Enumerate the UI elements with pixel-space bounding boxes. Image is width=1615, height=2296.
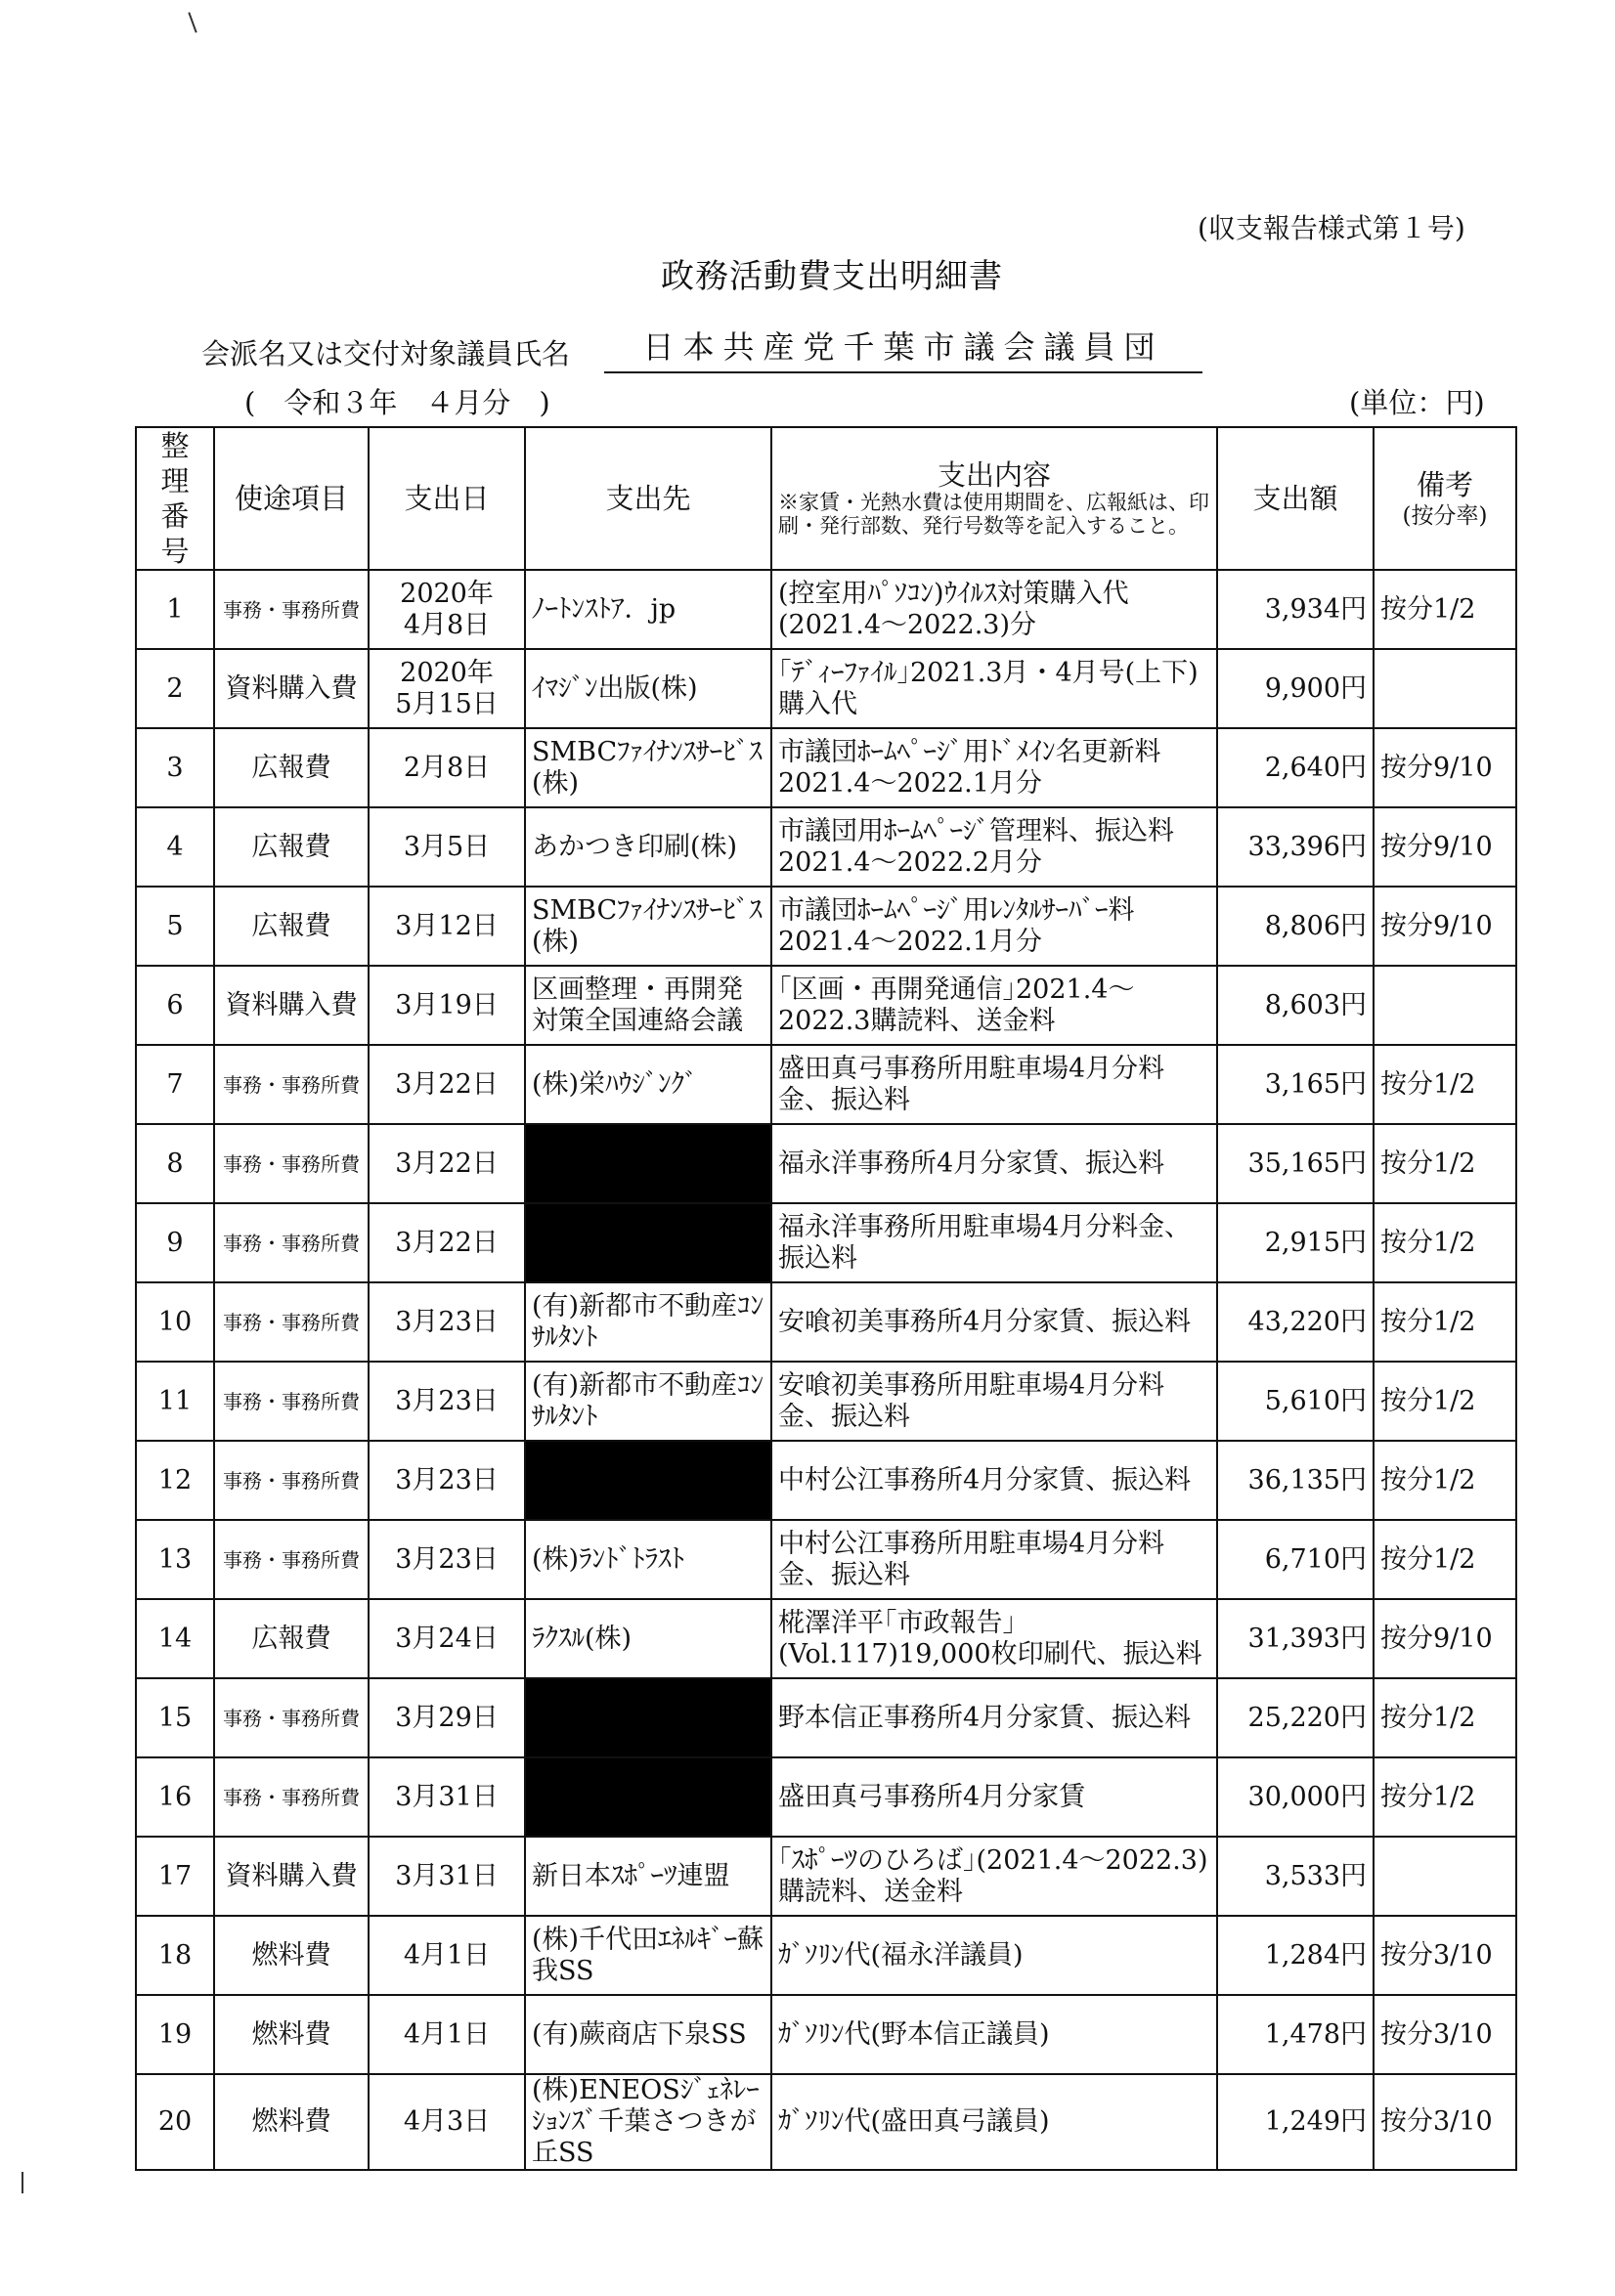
row-payee: ﾉｰﾄﾝｽﾄｱ．jp — [525, 570, 771, 649]
row-payee: (株)ﾗﾝﾄﾞﾄﾗｽﾄ — [525, 1520, 771, 1599]
row-date: 3月29日 — [369, 1678, 525, 1757]
row-number: 20 — [136, 2074, 214, 2170]
row-remarks: 按分3/10 — [1374, 1916, 1516, 1995]
table-row — [136, 1282, 1516, 1362]
row-description: 中村公江事務所用駐車場4月分料金、振込料 — [771, 1520, 1217, 1599]
row-description: 市議団ﾎｰﾑﾍﾟｰｼﾞ用ﾄﾞﾒｲﾝ名更新料2021.4～2022.1月分 — [771, 728, 1217, 807]
table-row — [136, 1124, 1516, 1203]
row-number: 9 — [136, 1203, 214, 1282]
row-description: ｶﾞｿﾘﾝ代(野本信正議員) — [771, 1995, 1217, 2074]
row-number: 14 — [136, 1599, 214, 1678]
row-remarks — [1374, 1837, 1516, 1916]
row-payee: 区画整理・再開発対策全国連絡会議 — [525, 966, 771, 1045]
page-title: 政務活動費支出明細書 — [661, 257, 1003, 296]
redacted-payee — [525, 1124, 771, 1203]
row-amount: 8,806円 — [1217, 887, 1374, 966]
row-description: 野本信正事務所4月分家賃、振込料 — [771, 1678, 1217, 1757]
row-category: 燃料費 — [214, 1995, 369, 2074]
scan-speck — [188, 12, 196, 32]
row-date: 3月23日 — [369, 1282, 525, 1362]
row-payee: SMBCﾌｧｲﾅﾝｽｻｰﾋﾞｽ(株) — [525, 728, 771, 807]
redacted-payee — [525, 1678, 771, 1757]
row-number: 10 — [136, 1282, 214, 1362]
row-number: 1 — [136, 570, 214, 649]
row-payee: (株)千代田ｴﾈﾙｷﾞｰ蘇我SS — [525, 1916, 771, 1995]
column-header-content — [771, 427, 1217, 570]
table-row — [136, 728, 1516, 807]
row-date: 3月5日 — [369, 807, 525, 887]
row-amount: 2,915円 — [1217, 1203, 1374, 1282]
table-row — [136, 1757, 1516, 1837]
row-description: ｢区画・再開発通信｣2021.4～2022.3購読料、送金料 — [771, 966, 1217, 1045]
row-remarks: 按分1/2 — [1374, 1757, 1516, 1837]
table-row — [136, 1045, 1516, 1124]
row-amount: 1,249円 — [1217, 2074, 1374, 2170]
column-header-payee: 支出先 — [525, 427, 771, 570]
row-number: 17 — [136, 1837, 214, 1916]
table-row — [136, 1441, 1516, 1520]
row-number: 4 — [136, 807, 214, 887]
row-category: 資料購入費 — [214, 649, 369, 728]
table-row — [136, 1995, 1516, 2074]
row-amount: 2,640円 — [1217, 728, 1374, 807]
column-header-category: 使途項目 — [214, 427, 369, 570]
row-remarks: 按分3/10 — [1374, 1995, 1516, 2074]
row-category: 事務・事務所費 — [214, 1124, 369, 1203]
redacted-payee — [525, 1203, 771, 1282]
row-remarks: 按分1/2 — [1374, 1441, 1516, 1520]
row-category: 事務・事務所費 — [214, 1520, 369, 1599]
row-description: 福永洋事務所4月分家賃、振込料 — [771, 1124, 1217, 1203]
row-date: 3月23日 — [369, 1441, 525, 1520]
row-number: 7 — [136, 1045, 214, 1124]
row-description: 椛澤洋平｢市政報告｣(Vol.117)19,000枚印刷代、振込料 — [771, 1599, 1217, 1678]
table-row — [136, 966, 1516, 1045]
row-remarks: 按分1/2 — [1374, 1520, 1516, 1599]
row-date: 3月19日 — [369, 966, 525, 1045]
row-amount: 31,393円 — [1217, 1599, 1374, 1678]
column-header-date: 支出日 — [369, 427, 525, 570]
row-description: (控室用ﾊﾟｿｺﾝ)ｳｲﾙｽ対策購入代(2021.4～2022.3)分 — [771, 570, 1217, 649]
row-payee: 新日本ｽﾎﾟｰﾂ連盟 — [525, 1837, 771, 1916]
row-category: 広報費 — [214, 807, 369, 887]
table-row — [136, 807, 1516, 887]
row-category: 事務・事務所費 — [214, 1045, 369, 1124]
unit-label: (単位：円) — [1349, 386, 1485, 419]
row-date: 3月22日 — [369, 1203, 525, 1282]
row-amount: 6,710円 — [1217, 1520, 1374, 1599]
row-payee: (株)栄ﾊｳｼﾞﾝｸﾞ — [525, 1045, 771, 1124]
redacted-payee — [525, 1441, 771, 1520]
row-amount: 1,284円 — [1217, 1916, 1374, 1995]
row-amount: 35,165円 — [1217, 1124, 1374, 1203]
row-remarks: 按分1/2 — [1374, 570, 1516, 649]
table-row — [136, 2074, 1516, 2170]
row-category: 事務・事務所費 — [214, 1757, 369, 1837]
row-payee: (有)新都市不動産ｺﾝｻﾙﾀﾝﾄ — [525, 1282, 771, 1362]
row-amount: 36,135円 — [1217, 1441, 1374, 1520]
row-date: 3月12日 — [369, 887, 525, 966]
table-row — [136, 649, 1516, 728]
redacted-payee — [525, 1757, 771, 1837]
row-remarks: 按分1/2 — [1374, 1282, 1516, 1362]
row-description: 盛田真弓事務所用駐車場4月分料金、振込料 — [771, 1045, 1217, 1124]
row-category: 広報費 — [214, 887, 369, 966]
row-description: 盛田真弓事務所4月分家賃 — [771, 1757, 1217, 1837]
row-category: 事務・事務所費 — [214, 1282, 369, 1362]
row-date: 3月24日 — [369, 1599, 525, 1678]
row-remarks: 按分9/10 — [1374, 887, 1516, 966]
remarks-header-label: 備考 — [1416, 468, 1473, 501]
row-amount: 33,396円 — [1217, 807, 1374, 887]
member-name: 日本共産党千葉市議会議員団 — [604, 323, 1202, 373]
table-row — [136, 1203, 1516, 1282]
table-header-row — [136, 427, 1516, 570]
row-number: 13 — [136, 1520, 214, 1599]
row-date: 3月23日 — [369, 1520, 525, 1599]
column-header-remarks — [1374, 427, 1516, 570]
row-remarks — [1374, 649, 1516, 728]
table-row — [136, 1916, 1516, 1995]
row-number: 11 — [136, 1362, 214, 1441]
row-remarks: 按分1/2 — [1374, 1678, 1516, 1757]
form-number: (収支報告様式第１号) — [1198, 212, 1465, 244]
row-amount: 8,603円 — [1217, 966, 1374, 1045]
row-payee: あかつき印刷(株) — [525, 807, 771, 887]
row-number: 5 — [136, 887, 214, 966]
row-amount: 3,934円 — [1217, 570, 1374, 649]
row-date: 3月22日 — [369, 1045, 525, 1124]
row-category: 広報費 — [214, 728, 369, 807]
row-description: ｢ﾃﾞｨｰﾌｧｲﾙ｣2021.3月・4月号(上下)購入代 — [771, 649, 1217, 728]
table-row — [136, 1837, 1516, 1916]
row-remarks: 按分9/10 — [1374, 1599, 1516, 1678]
row-number: 15 — [136, 1678, 214, 1757]
row-remarks: 按分1/2 — [1374, 1203, 1516, 1282]
row-payee: (株)ENEOSｼﾞｪﾈﾚｰｼｮﾝｽﾞ千葉さつきが丘SS — [525, 2074, 771, 2170]
row-category: 広報費 — [214, 1599, 369, 1678]
table-row — [136, 887, 1516, 966]
row-description: ｶﾞｿﾘﾝ代(盛田真弓議員) — [771, 2074, 1217, 2170]
content-header-note: ※家賃・光熱水費は使用期間を、広報紙は、印刷・発行部数、発行号数等を記入すること。 — [778, 491, 1209, 538]
row-number: 8 — [136, 1124, 214, 1203]
row-amount: 25,220円 — [1217, 1678, 1374, 1757]
scan-speck — [22, 2172, 23, 2193]
row-date: 2020年 5月15日 — [369, 649, 525, 728]
row-category: 事務・事務所費 — [214, 1441, 369, 1520]
row-date: 3月31日 — [369, 1757, 525, 1837]
row-number: 18 — [136, 1916, 214, 1995]
row-amount: 9,900円 — [1217, 649, 1374, 728]
row-category: 事務・事務所費 — [214, 1678, 369, 1757]
row-number: 2 — [136, 649, 214, 728]
row-description: 中村公江事務所4月分家賃、振込料 — [771, 1441, 1217, 1520]
row-amount: 3,533円 — [1217, 1837, 1374, 1916]
row-description: ｢ｽﾎﾟｰﾂのひろば｣(2021.4～2022.3)購読料、送金料 — [771, 1837, 1217, 1916]
row-amount: 43,220円 — [1217, 1282, 1374, 1362]
row-payee: (有)蕨商店下泉SS — [525, 1995, 771, 2074]
row-category: 資料購入費 — [214, 966, 369, 1045]
table-row — [136, 1678, 1516, 1757]
row-description: 福永洋事務所用駐車場4月分料金、振込料 — [771, 1203, 1217, 1282]
member-label: 会派名又は交付対象議員氏名 — [201, 337, 571, 370]
row-remarks — [1374, 966, 1516, 1045]
period: ( 令和３年 ４月分 ) — [244, 386, 550, 419]
expense-table — [135, 426, 1517, 2171]
row-remarks: 按分1/2 — [1374, 1045, 1516, 1124]
row-number: 19 — [136, 1995, 214, 2074]
row-date: 3月31日 — [369, 1837, 525, 1916]
table-row — [136, 1599, 1516, 1678]
table-row — [136, 570, 1516, 649]
row-category: 資料購入費 — [214, 1837, 369, 1916]
row-date: 4月3日 — [369, 2074, 525, 2170]
row-description: 市議団ﾎｰﾑﾍﾟｰｼﾞ用ﾚﾝﾀﾙｻｰﾊﾞｰ料2021.4～2022.1月分 — [771, 887, 1217, 966]
row-date: 4月1日 — [369, 1995, 525, 2074]
row-payee: (有)新都市不動産ｺﾝｻﾙﾀﾝﾄ — [525, 1362, 771, 1441]
remarks-header-sub: (按分率) — [1402, 503, 1488, 529]
row-remarks: 按分3/10 — [1374, 2074, 1516, 2170]
row-remarks: 按分1/2 — [1374, 1362, 1516, 1441]
row-amount: 1,478円 — [1217, 1995, 1374, 2074]
table-row — [136, 1362, 1516, 1441]
row-category: 燃料費 — [214, 2074, 369, 2170]
column-header-amount: 支出額 — [1217, 427, 1374, 570]
row-number: 12 — [136, 1441, 214, 1520]
table-row — [136, 1520, 1516, 1599]
row-payee: SMBCﾌｧｲﾅﾝｽｻｰﾋﾞｽ(株) — [525, 887, 771, 966]
row-category: 事務・事務所費 — [214, 1203, 369, 1282]
row-date: 3月22日 — [369, 1124, 525, 1203]
row-date: 2月8日 — [369, 728, 525, 807]
row-amount: 30,000円 — [1217, 1757, 1374, 1837]
row-category: 事務・事務所費 — [214, 570, 369, 649]
column-header-no: 整理番号 — [136, 427, 214, 570]
row-number: 3 — [136, 728, 214, 807]
row-amount: 5,610円 — [1217, 1362, 1374, 1441]
row-date: 2020年 4月8日 — [369, 570, 525, 649]
row-date: 4月1日 — [369, 1916, 525, 1995]
row-category: 燃料費 — [214, 1916, 369, 1995]
row-category: 事務・事務所費 — [214, 1362, 369, 1441]
row-remarks: 按分9/10 — [1374, 807, 1516, 887]
row-remarks: 按分1/2 — [1374, 1124, 1516, 1203]
row-number: 16 — [136, 1757, 214, 1837]
row-number: 6 — [136, 966, 214, 1045]
row-payee: ｲﾏｼﾞﾝ出版(株) — [525, 649, 771, 728]
row-description: 安喰初美事務所4月分家賃、振込料 — [771, 1282, 1217, 1362]
row-date: 3月23日 — [369, 1362, 525, 1441]
row-description: ｶﾞｿﾘﾝ代(福永洋議員) — [771, 1916, 1217, 1995]
row-amount: 3,165円 — [1217, 1045, 1374, 1124]
row-description: 安喰初美事務所用駐車場4月分料金、振込料 — [771, 1362, 1217, 1441]
row-remarks: 按分9/10 — [1374, 728, 1516, 807]
row-description: 市議団用ﾎｰﾑﾍﾟｰｼﾞ管理料、振込料2021.4～2022.2月分 — [771, 807, 1217, 887]
row-payee: ﾗｸｽﾙ(株) — [525, 1599, 771, 1678]
content-header-label: 支出内容 — [937, 458, 1051, 492]
